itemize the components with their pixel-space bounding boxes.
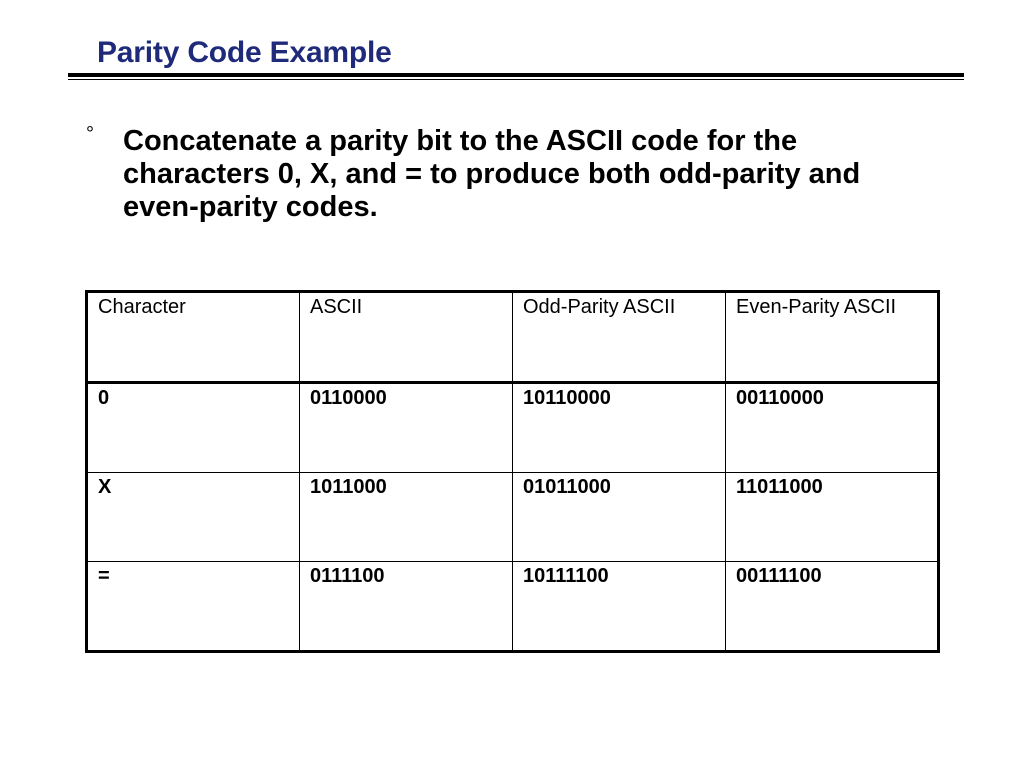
- table-row: [87, 473, 939, 562]
- bullet-text: Concatenate a parity bit to the ASCII code for the characters 0, X, and = to produce both odd-parity and even-parity codes.: [123, 125, 861, 223]
- cell-even-parity: 00110000: [726, 383, 939, 473]
- cell-even-parity: 11011000: [726, 473, 939, 562]
- title-divider: [68, 73, 964, 77]
- parity-table: [85, 290, 940, 653]
- header-character: Character: [87, 292, 300, 383]
- cell-ascii: 1011000: [300, 473, 513, 562]
- header-odd-parity: Odd-Parity ASCII: [513, 292, 726, 383]
- cell-odd-parity: 10110000: [513, 383, 726, 473]
- slide-title: Parity Code Example: [97, 36, 392, 69]
- cell-character: 0: [87, 383, 300, 473]
- cell-ascii: 0111100: [300, 562, 513, 652]
- table-row: [87, 383, 939, 473]
- bullet-marker: °: [86, 123, 94, 145]
- cell-character: =: [87, 562, 300, 652]
- cell-even-parity: 00111100: [726, 562, 939, 652]
- table-header-row: [87, 292, 939, 383]
- table-row: [87, 562, 939, 652]
- cell-ascii: 0110000: [300, 383, 513, 473]
- cell-character: X: [87, 473, 300, 562]
- cell-odd-parity: 01011000: [513, 473, 726, 562]
- header-even-parity: Even-Parity ASCII: [726, 292, 939, 383]
- header-ascii: ASCII: [300, 292, 513, 383]
- cell-odd-parity: 10111100: [513, 562, 726, 652]
